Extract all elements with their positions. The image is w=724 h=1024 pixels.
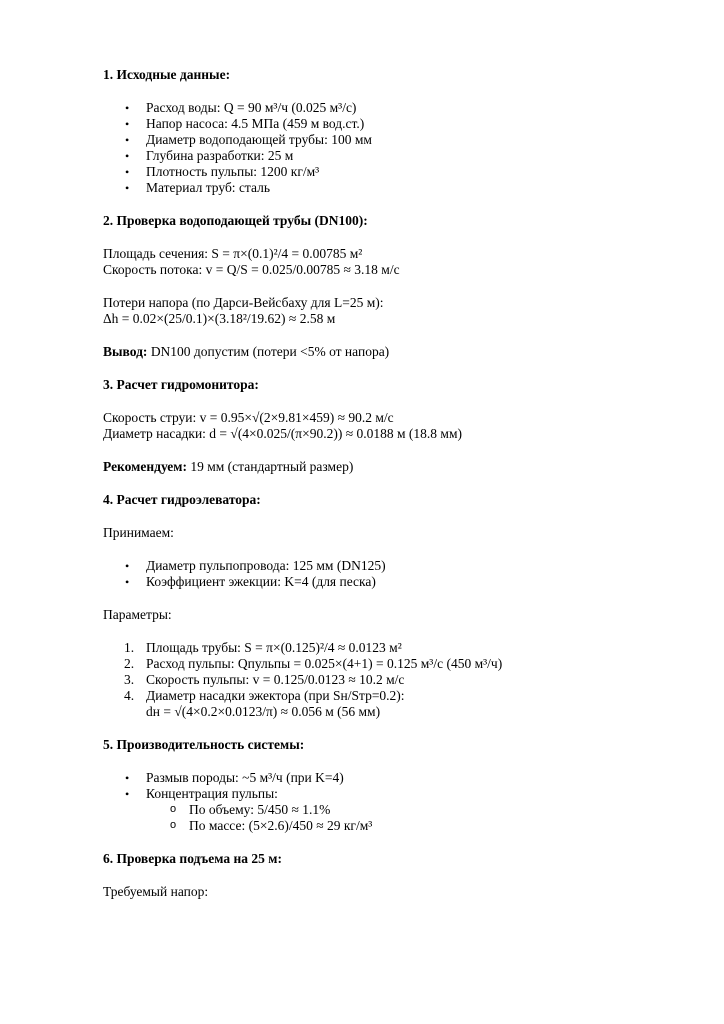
list-item: • Напор насоса: 4.5 МПа (459 м вод.ст.) (103, 116, 724, 132)
list-item: • Глубина разработки: 25 м (103, 148, 724, 164)
section-2-heading: 2. Проверка водоподающей трубы (DN100): (103, 213, 368, 228)
item-text: Площадь трубы: S = π×(0.125)²/4 ≈ 0.0123 м² (146, 640, 402, 655)
source-data-list (103, 100, 724, 196)
section-1-heading: 1. Исходные данные: (103, 67, 231, 82)
sub-list-item: o По массе: (5×2.6)/450 ≈ 29 кг/м³ (103, 818, 724, 834)
flow-velocity-line: Скорость потока: v = Q/S = 0.025/0.00785 ≈ 3.18 м/с (103, 262, 400, 277)
nozzle-diameter-line: Диаметр насадки: d = √(4×0.025/(π×90.2)) ≈ 0.0188 м (18.8 мм) (103, 426, 462, 441)
conclusion-label: Вывод: (103, 344, 148, 359)
list-item (103, 656, 724, 672)
item-number: 4. (124, 688, 135, 703)
list-item (103, 640, 724, 656)
performance-list (103, 770, 724, 802)
required-head-line: Требуемый напор: (103, 884, 209, 899)
list-item: • Расход воды: Q = 90 м³/ч (0.025 м³/с) (103, 100, 724, 116)
item-number: 1. (124, 640, 135, 655)
list-item: • Материал труб: сталь (103, 180, 724, 196)
item-number: 3. (124, 672, 135, 687)
list-item: • Коэффициент эжекции: K=4 (для песка) (103, 574, 724, 590)
conclusion-paragraph (103, 344, 724, 360)
section-6-heading: 6. Проверка подъема на 25 м: (103, 851, 282, 866)
jet-velocity-line: Скорость струи: v = 0.95×√(2×9.81×459) ≈ 90.2 м/с (103, 410, 394, 425)
list-item: • Диаметр пульпопровода: 125 мм (DN125) (103, 558, 724, 574)
list-item: • Диаметр водоподающей трубы: 100 мм (103, 132, 724, 148)
recommendation-paragraph (103, 459, 724, 475)
item-number: 2. (124, 656, 135, 671)
parameters-label: Параметры: (103, 607, 172, 622)
item-text-continuation: dн = √(4×0.2×0.0123/π) ≈ 0.056 м (56 мм) (146, 704, 381, 719)
list-item: • Плотность пульпы: 1200 кг/м³ (103, 164, 724, 180)
head-loss-formula: Δh = 0.02×(25/0.1)×(3.18²/19.62) ≈ 2.58 м (103, 311, 336, 326)
elevator-assumptions-list (103, 558, 724, 590)
accept-label: Принимаем: (103, 525, 174, 540)
section-4-heading: 4. Расчет гидроэлеватора: (103, 492, 261, 507)
list-item: • Размыв породы: ~5 м³/ч (при K=4) (103, 770, 724, 786)
list-item (103, 672, 724, 688)
item-text: Расход пульпы: Qпульпы = 0.025×(4+1) = 0.125 м³/с (450 м³/ч) (146, 656, 503, 671)
item-text: Диаметр насадки эжектора (при Sн/Sтр=0.2): (146, 688, 405, 703)
concentration-sublist (103, 802, 724, 834)
section-5-heading: 5. Производительность системы: (103, 737, 305, 752)
item-text: Скорость пульпы: v = 0.125/0.0123 ≈ 10.2 м/с (146, 672, 405, 687)
sub-list-item: o По объему: 5/450 ≈ 1.1% (103, 802, 724, 818)
parameters-list (103, 640, 724, 720)
item-text: Концентрация пульпы: (146, 786, 278, 801)
head-loss-line: Потери напора (по Дарси-Вейсбаху для L=25 м): (103, 295, 384, 310)
list-item (103, 688, 724, 720)
recommendation-text: 19 мм (стандартный размер) (186, 459, 354, 474)
list-item (103, 786, 724, 802)
recommendation-label: Рекомендуем: (103, 459, 187, 474)
cross-section-line: Площадь сечения: S = π×(0.1)²/4 = 0.00785 м² (103, 246, 363, 261)
section-3-heading: 3. Расчет гидромонитора: (103, 377, 259, 392)
conclusion-text: DN100 допустим (потери <5% от напора) (147, 344, 390, 359)
